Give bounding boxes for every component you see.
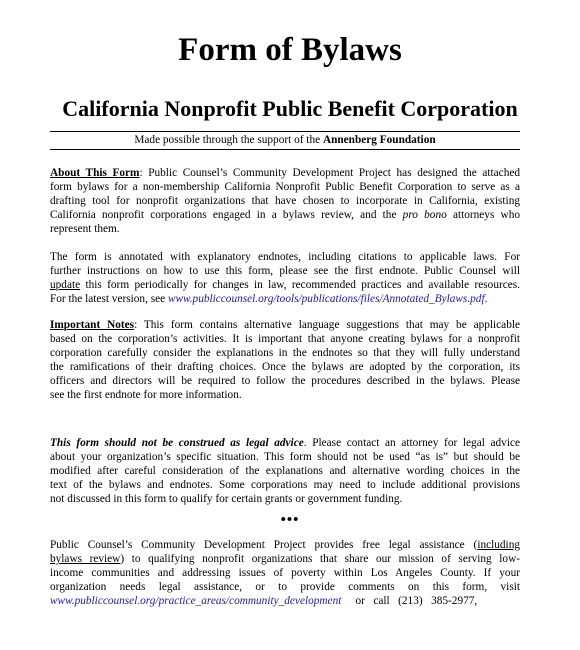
support-organization: Annenberg Foundation bbox=[322, 134, 436, 146]
annotated-bylaws-link[interactable]: www.publiccounsel.org/tools/publications/files/Annotated_Bylaws.pdf bbox=[167, 293, 485, 306]
important-notes-label: Important Notes bbox=[50, 319, 135, 331]
about-paragraph: About This Form: Public Counsel’s Community Development Project has designed the attached form bylaws for a non-membership California Nonprofit Public Benefit Corporation to serve as a drafting tool for nonprofit organizations that have chosen to incorporate in California, existing California nonprofit corporations engaged in a bylaws review, and the pro bono attorneys who represent them. bbox=[50, 167, 521, 236]
document-subtitle: California Nonprofit Public Benefit Corporation bbox=[62, 96, 518, 121]
project-paragraph: Public Counsel’s Community Development Project provides free legal assistance (including bylaws review) to qualifying nonprofit organizations that share our mission of serving low- income communities and addressing issues of poverty within Los Angeles County. If your organization needs legal assistance, or to provide comments on this form, visit www.publiccounsel.org/practice_areas/community_development or call (213) 385-2977, bbox=[50, 539, 520, 608]
support-line bbox=[50, 132, 520, 148]
legal-advice-paragraph: This form should not be construed as legal advice. Please contact an attorney for legal advice about your organization’s specific situation. This form should not be used “as is” but should be modified after careful consideration of the explanations and alternative wording choices in the text of the bylaws and endnotes. Some corporations may need to include additional provisions not discussed in this form to qualify for certain grants or government funding. bbox=[50, 437, 520, 506]
community-development-link[interactable]: www.publiccounsel.org/practice_areas/community_development bbox=[50, 595, 342, 608]
legal-advice-disclaimer: This form should not be construed as legal advice bbox=[50, 437, 304, 449]
section-divider: ••• bbox=[280, 512, 300, 528]
support-prefix: Made possible through the support of the bbox=[134, 134, 323, 146]
important-notes-paragraph: Important Notes: This form contains alternative language suggestions that may be applicable based on the corporation’s activities. It is important that anyone creating bylaws for a nonprofit corporation carefully consider the explanations in the endnotes so that they will fully understand the ramifications of their drafting choices. Once the bylaws are adopted by the corporation, its officers and directors will be required to follow the procedures described in the bylaws. Please see the first endnote for more information. bbox=[50, 319, 520, 402]
annotation-paragraph: The form is annotated with explanatory endnotes, including citations to applicable laws. For further instructions on how to use this form, please see the first endnote. Public Counsel will update this form periodically for changes in law, recommended practices and available resources. For the latest version, see www.publiccounsel.org/tools/publications/files/Annotated_Bylaws.pdf. bbox=[50, 251, 520, 306]
about-label: About This Form bbox=[50, 167, 140, 179]
header-rule-bottom bbox=[50, 149, 520, 150]
document-title: Form of Bylaws bbox=[178, 32, 402, 68]
